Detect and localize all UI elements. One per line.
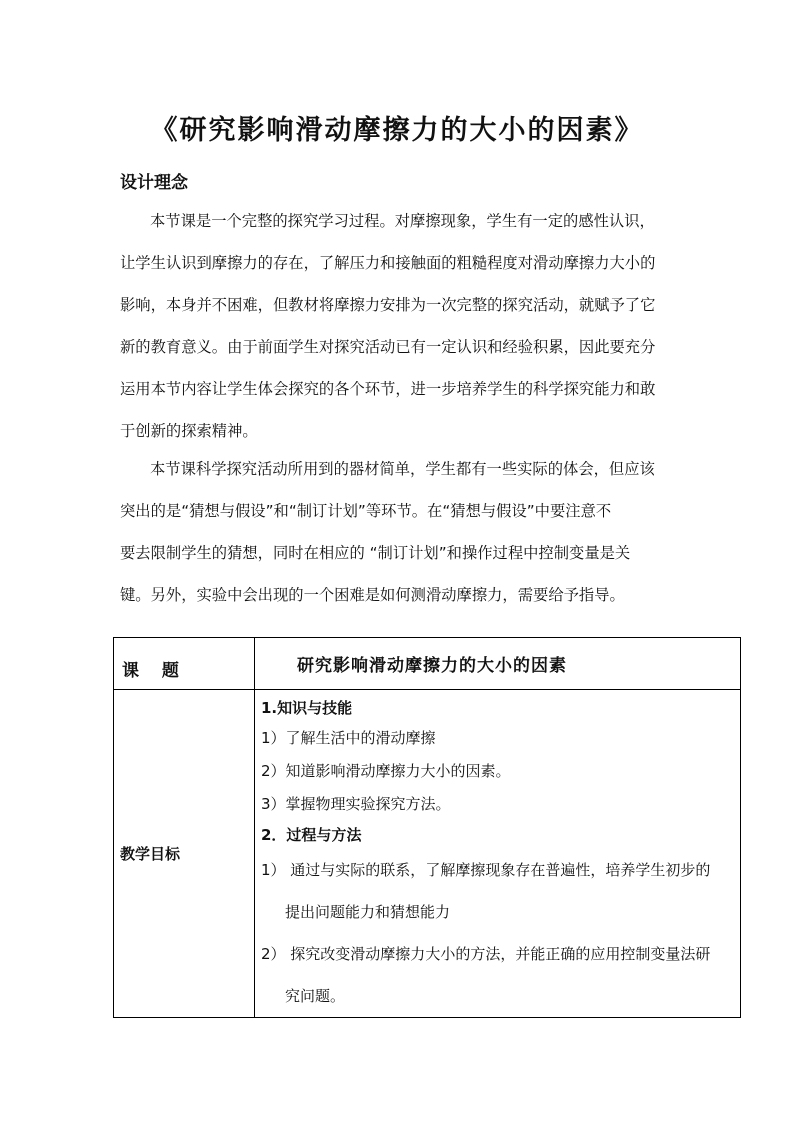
design-paragraph-2 [120,448,680,616]
paragraph-line: 影响，本身并不困难，但教材将摩擦力安排为一次完整的探究活动，就赋予了它 [120,296,656,314]
document-title: 《研究影响滑动摩擦力的大小的因素》 [150,115,644,146]
goals-row [114,690,741,1018]
paragraph-line: 本节课是一个完整的探究学习过程。对摩擦现象，学生有一定的感性认识， [150,212,655,230]
goal-item [261,849,740,933]
paragraph-line: 运用本节内容让学生体会探究的各个环节，进一步培养学生的科学探究能力和敢 [120,380,656,398]
lesson-info-table [113,637,741,1018]
goal-item: 1）了解生活中的滑动摩擦 [261,729,436,747]
goal-item-line: 1） 通过与实际的联系，了解摩擦现象存在普遍性，培养学生初步的 [261,861,711,879]
paragraph-line: 键。另外，实验中会出现的一个困难是如何测滑动摩擦力，需要给予指导。 [120,586,625,604]
paragraph-line: 突出的是“猜想与假设”和“制订计划”等环节。在“猜想与假设”中要注意不 [120,502,612,520]
goal-item-line: 提出问题能力和猜想能力 [285,903,451,921]
goal-section-heading: 1.知识与技能 [261,699,353,717]
teaching-goals-label: 教学目标 [114,690,255,1018]
topic-row [114,638,741,690]
topic-label: 课 题 [114,638,255,690]
paragraph-line: 新的教育意义。由于前面学生对探究活动已有一定认识和经验积累，因此要充分 [120,338,656,356]
paragraph-line: 让学生认识到摩擦力的存在，了解压力和接触面的粗糙程度对滑动摩擦力大小的 [120,254,656,272]
goal-item-line: 2） 探究改变滑动摩擦力大小的方法，并能正确的应用控制变量法研 [261,945,711,963]
design-concept-heading: 设计理念 [120,173,188,193]
paragraph-line: 于创新的探索精神。 [120,422,258,440]
goal-item: 3）掌握物理实验探究方法。 [261,795,451,813]
goal-item-line: 究问题。 [285,987,346,1005]
paragraph-line: 要去限制学生的猜想，同时在相应的 “制订计划”和操作过程中控制变量是关 [120,544,631,562]
goal-item: 2）知道影响滑动摩擦力大小的因素。 [261,762,511,780]
topic-value: 研究影响滑动摩擦力的大小的因素 [255,638,741,690]
teaching-goals-cell [255,690,741,1018]
goal-item [261,933,740,1017]
design-paragraph-1 [120,200,680,452]
paragraph-line: 本节课科学探究活动所用到的器材简单，学生都有一些实际的体会，但应该 [150,460,655,478]
goal-section-heading: 2．过程与方法 [261,826,362,844]
